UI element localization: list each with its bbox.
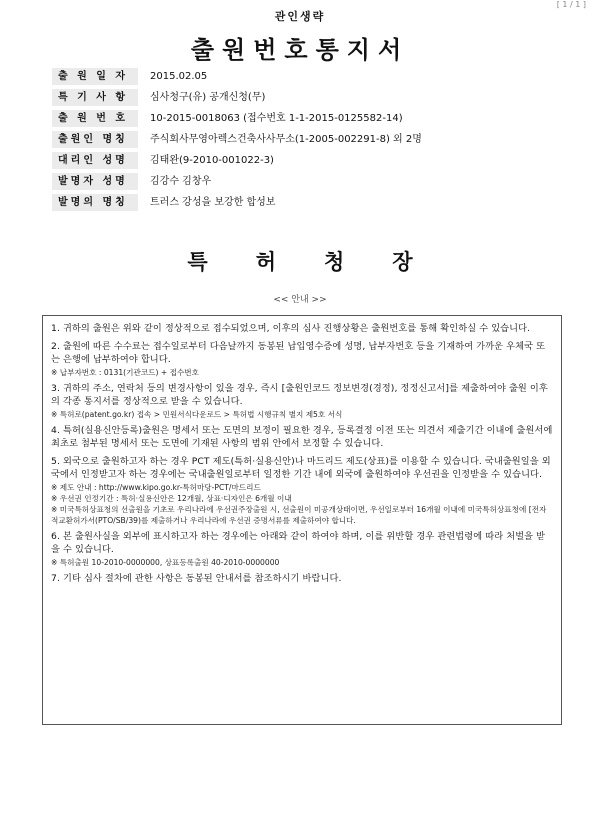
info-label: 출원인 명칭 [52, 131, 138, 148]
info-label: 발명의 명칭 [52, 194, 138, 211]
guide-note: ※ 우선권 인정기간 : 특허·실용신안은 12개월, 상표·디자인은 6개월 이내 [51, 493, 292, 503]
info-label: 대리인 성명 [52, 152, 138, 169]
guide-note: ※ 미국특허상표청의 선출원을 기초로 우리나라에 우선권주장출원 시, 선출원이 미공개상태이면, 우선일로부터 16개월 이내에 미국특허상표청에 [전자적교환허가서(PTO/SB/39)를 제출하거나 우리나라에 우선권 증명서류를 제출하여야 합니다. [51, 504, 547, 525]
info-value: 김태완(9-2010-001022-3) [150, 155, 274, 166]
issuing-office: 특허청장 [187, 250, 461, 274]
seal-omitted-label: 관인생략 [274, 10, 326, 23]
info-value: 주식회사무영아렉스건축사사무소(1-2005-002291-8) 외 2명 [150, 134, 422, 145]
guide-item-text: 7. 기타 심사 절차에 관한 사항은 동봉된 안내서를 참조하시기 바랍니다. [51, 572, 342, 584]
guide-note: ※ 납부자번호 : 0131(기관코드) + 접수번호 [51, 367, 199, 377]
guide-item-7 [51, 572, 553, 586]
guide-item-6 [51, 530, 553, 568]
guide-item-5 [51, 455, 553, 526]
guide-item-text: 4. 특허(실용신안등록)출원은 명세서 또는 도면의 보정이 필요한 경우, 등록결정 이전 또는 의견서 제출기간 이내에 출원서에 최초로 첨부된 명세서 또는 도면에 기재된 사항의 범위 안에서 보정할 수 있습니다. [51, 424, 553, 449]
guide-item-1 [51, 322, 553, 336]
info-label: 출 원 일 자 [52, 68, 138, 85]
info-value: 2015.02.05 [150, 71, 208, 82]
info-row-application-number [0, 108, 600, 129]
info-row-invention-title [0, 192, 600, 213]
guide-heading: << 안내 >> [273, 295, 327, 305]
page-title: 출원번호통지서 [190, 36, 410, 64]
guide-note: ※ 제도 안내 : http://www.kipo.go.kr-특허마당-PCT/마드리드 [51, 482, 261, 492]
guide-item-text: 3. 귀하의 주소, 연락처 등의 변경사항이 있을 경우, 즉시 [출원인코드 정보변경(경정), 정정신고서]를 제출하여야 출원 이후의 각종 통지서를 정상적으로 받을 수 있습니다. [51, 382, 548, 407]
info-row-special-notes [0, 87, 600, 108]
info-value: 김강수 김창우 [150, 176, 212, 187]
info-label: 특 기 사 항 [52, 89, 138, 106]
guide-item-4 [51, 424, 553, 451]
guide-box [42, 315, 562, 725]
guide-item-3 [51, 382, 553, 420]
guide-note: ※ 특허로(patent.go.kr) 접속 > 민원서식다운로드 > 특허법 시행규칙 별지 제5호 서식 [51, 409, 343, 419]
info-row-agent [0, 150, 600, 171]
guide-item-text: 2. 출원에 따른 수수료는 접수일로부터 다음날까지 동봉된 납입영수증에 성명, 납부자번호 등을 기재하여 가까운 우체국 또는 은행에 납부하여야 합니다. [51, 340, 546, 365]
page-indicator: [ 1 / 1 ] [556, 0, 586, 9]
application-info-table [0, 66, 600, 213]
info-label: 출 원 번 호 [52, 110, 138, 127]
guide-item-text: 5. 외국으로 출원하고자 하는 경우 PCT 제도(특허·실용신안)나 마드리드 제도(상표)를 이용할 수 있습니다. 국내출원일을 외국에서 인정받고자 하는 경우에는 국내출원일로부터 일정한 기간 내에 외국에 출원하여야 우선권을 인정받을 수 있습니다. [51, 455, 551, 480]
info-label: 발명자 성명 [52, 173, 138, 190]
guide-item-text: 1. 귀하의 출원은 위와 같이 정상적으로 접수되었으며, 이후의 심사 진행상황은 출원번호를 통해 확인하실 수 있습니다. [51, 323, 531, 334]
info-value: 심사청구(유) 공개신청(무) [150, 92, 266, 103]
guide-item-text: 6. 본 출원사실을 외부에 표시하고자 하는 경우에는 아래와 같이 하여야 하며, 이를 위반할 경우 관련법령에 따라 처벌을 받을 수 있습니다. [51, 530, 546, 555]
info-row-filing-date [0, 66, 600, 87]
info-row-inventor [0, 171, 600, 192]
guide-note: ※ 특허출원 10-2010-0000000, 상표등록출원 40-2010-0000000 [51, 557, 280, 567]
info-value: 트러스 강성을 보강한 합성보 [150, 197, 276, 208]
info-row-applicant [0, 129, 600, 150]
info-value: 10-2015-0018063 (접수번호 1-1-2015-0125582-14) [150, 113, 403, 124]
guide-item-2 [51, 340, 553, 378]
